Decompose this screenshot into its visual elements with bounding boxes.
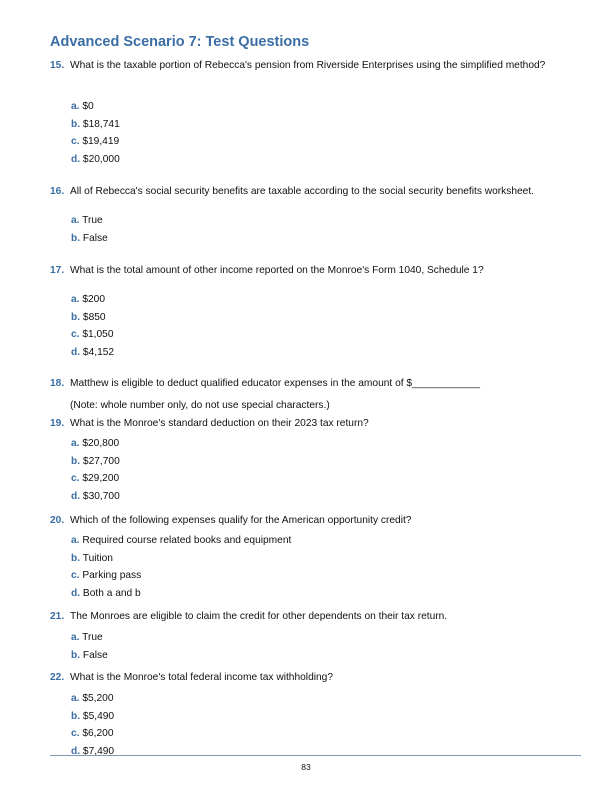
question-16 xyxy=(50,185,580,198)
option-c[interactable]: c. Parking pass xyxy=(71,570,142,582)
question-text: What is the taxable portion of Rebecca's pension from Riverside Enterprises using the simplified method? xyxy=(70,60,546,71)
option-b[interactable]: b. False xyxy=(71,649,108,661)
options-16 xyxy=(71,212,108,247)
question-20 xyxy=(50,514,580,527)
question-number: 21. xyxy=(50,611,65,622)
option-a[interactable]: a. $20,800 xyxy=(71,438,120,449)
options-17 xyxy=(71,291,114,361)
option-d[interactable]: d. $30,700 xyxy=(71,490,120,502)
option-c[interactable]: c. $6,200 xyxy=(71,728,114,740)
option-b[interactable]: b. $18,741 xyxy=(71,118,120,130)
question-17 xyxy=(50,264,580,277)
answer-note: (Note: whole number only, do not use special characters.) xyxy=(70,400,330,411)
option-b[interactable]: b. $850 xyxy=(71,311,106,323)
page-title: Advanced Scenario 7: Test Questions xyxy=(50,34,310,50)
question-text: All of Rebecca's social security benefits are taxable according to the social security benefits worksheet. xyxy=(70,186,535,197)
option-d[interactable]: d. Both a and b xyxy=(71,587,141,599)
options-20 xyxy=(71,532,291,602)
page-number: 83 xyxy=(301,762,311,772)
question-number: 18. xyxy=(50,378,65,389)
option-a[interactable]: a. Required course related books and equipment xyxy=(71,535,292,546)
question-text: What is the total amount of other income reported on the Monroe's Form 1040, Schedule 1? xyxy=(70,265,484,276)
question-15 xyxy=(50,59,580,72)
option-b[interactable]: b. $5,490 xyxy=(71,710,115,722)
option-a[interactable]: a. True xyxy=(71,215,103,226)
option-a[interactable]: a. $0 xyxy=(71,101,94,112)
question-number: 16. xyxy=(50,186,65,197)
option-d[interactable]: d. $20,000 xyxy=(71,153,120,165)
question-21 xyxy=(50,610,580,623)
question-text: What is the Monroe's total federal income tax withholding? xyxy=(70,672,333,683)
option-b[interactable]: b. False xyxy=(71,232,108,244)
question-text: Matthew is eligible to deduct qualified educator expenses in the amount of $____________ xyxy=(70,378,481,389)
question-number: 22. xyxy=(50,672,65,683)
options-15 xyxy=(71,98,120,168)
question-text: What is the Monroe's standard deduction on their 2023 tax return? xyxy=(70,418,369,429)
question-number: 19. xyxy=(50,418,65,429)
question-number: 15. xyxy=(50,60,65,71)
footer-divider xyxy=(50,755,581,756)
question-22 xyxy=(50,671,580,684)
options-22 xyxy=(71,690,114,760)
question-number: 20. xyxy=(50,515,65,526)
option-c[interactable]: c. $1,050 xyxy=(71,329,114,341)
question-18 xyxy=(50,377,580,390)
question-text: Which of the following expenses qualify for the American opportunity credit? xyxy=(70,515,412,526)
option-a[interactable]: a. $200 xyxy=(71,294,106,305)
option-d[interactable]: d. $4,152 xyxy=(71,346,115,358)
option-c[interactable]: c. $19,419 xyxy=(71,136,120,148)
option-d[interactable]: d. $7,490 xyxy=(71,745,115,757)
options-19 xyxy=(71,435,120,505)
option-b[interactable]: b. Tuition xyxy=(71,552,113,564)
option-b[interactable]: b. $27,700 xyxy=(71,455,120,467)
option-a[interactable]: a. True xyxy=(71,632,103,643)
option-a[interactable]: a. $5,200 xyxy=(71,693,114,704)
question-19 xyxy=(50,417,580,430)
options-21 xyxy=(71,629,108,664)
question-number: 17. xyxy=(50,265,65,276)
question-text: The Monroes are eligible to claim the credit for other dependents on their tax return. xyxy=(70,611,448,622)
option-c[interactable]: c. $29,200 xyxy=(71,473,120,485)
